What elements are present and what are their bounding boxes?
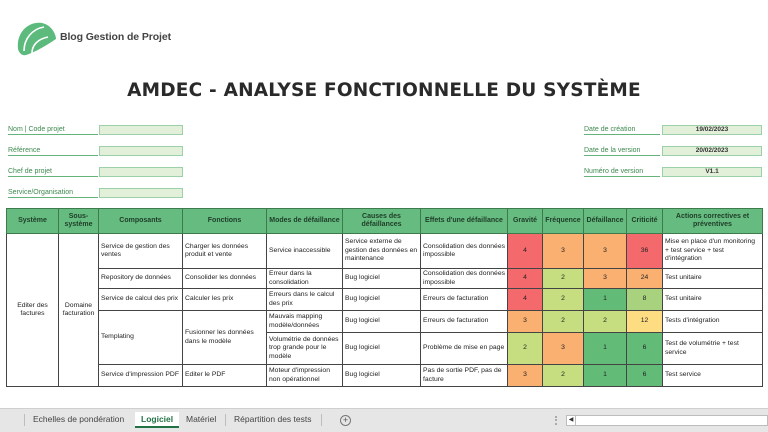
table-row (7, 311, 763, 333)
action-cell[interactable]: Tests d'intégration (663, 311, 763, 333)
header-actions[interactable]: Actions correctives et préventives (663, 209, 763, 234)
effet-cell[interactable]: Consolidation des données impossible (421, 234, 508, 269)
frequence-cell[interactable]: 3 (543, 333, 584, 365)
subsystem-cell[interactable]: Domaine facturation (59, 234, 99, 387)
action-cell[interactable]: Test unitaire (663, 289, 763, 311)
system-cell[interactable]: Editer des factures (7, 234, 59, 387)
composant-cell[interactable]: Templating (99, 311, 183, 365)
service-organisation-label: Service/Organisation (8, 188, 98, 198)
scroll-splitter-handle[interactable] (555, 416, 557, 425)
mode-cell[interactable]: Moteur d'impression non opérationnel (267, 365, 343, 387)
header-fonctions[interactable]: Fonctions (183, 209, 267, 234)
reference-field[interactable] (99, 146, 183, 156)
table-row (7, 365, 763, 387)
brand-name: Blog Gestion de Projet (60, 31, 171, 43)
table-header-row (7, 209, 763, 234)
version-date-label: Date de la version (584, 146, 660, 156)
table-row (7, 234, 763, 269)
header-sous-systeme[interactable]: Sous-système (59, 209, 99, 234)
mode-cell[interactable]: Service inaccessible (267, 234, 343, 269)
service-organisation-field[interactable] (99, 188, 183, 198)
effet-cell[interactable]: Erreurs de facturation (421, 289, 508, 311)
header-gravite[interactable]: Gravité (508, 209, 543, 234)
gravite-cell[interactable]: 3 (508, 311, 543, 333)
cause-cell[interactable]: Bug logiciel (343, 311, 421, 333)
tab-logiciel[interactable]: Logiciel (135, 412, 179, 428)
fonction-cell[interactable]: Calculer les prix (183, 289, 267, 311)
table-row (7, 289, 763, 311)
header-criticite[interactable]: Criticité (627, 209, 663, 234)
gravite-cell[interactable]: 4 (508, 289, 543, 311)
blog-logo-icon (14, 19, 58, 59)
table-row (7, 269, 763, 289)
frequence-cell[interactable]: 2 (543, 269, 584, 289)
cause-cell[interactable]: Service externe de gestion des données en maintenance (343, 234, 421, 269)
project-manager-label: Chef de projet (8, 167, 98, 177)
horizontal-scrollbar[interactable] (566, 415, 768, 426)
effet-cell[interactable]: Problème de mise en page (421, 333, 508, 365)
effet-cell[interactable]: Erreurs de facturation (421, 311, 508, 333)
action-cell[interactable]: Mise en place d'un monitoring + test service + test d'intégration (663, 234, 763, 269)
mode-cell[interactable]: Volumétrie de données trop grande pour le modèle (267, 333, 343, 365)
criticite-cell[interactable]: 24 (627, 269, 663, 289)
header-frequence[interactable]: Fréquence (543, 209, 584, 234)
frequence-cell[interactable]: 3 (543, 234, 584, 269)
fonction-cell[interactable]: Fusionner les données dans le modèle (183, 311, 267, 365)
gravite-cell[interactable]: 4 (508, 234, 543, 269)
mode-cell[interactable]: Mauvais mapping modèle/données (267, 311, 343, 333)
tab-repartition-des-tests[interactable]: Répartition des tests (234, 414, 312, 424)
scroll-left-arrow-icon[interactable]: ◀ (567, 416, 576, 425)
amdec-table (6, 208, 763, 387)
defaillance-cell[interactable]: 3 (584, 234, 627, 269)
tab-materiel[interactable]: Matériel (186, 414, 217, 424)
project-name-field[interactable] (99, 125, 183, 135)
header-causes[interactable]: Causes des défaillances (343, 209, 421, 234)
version-number-field[interactable]: V1.1 (662, 167, 762, 177)
creation-date-field[interactable]: 19/02/2023 (662, 125, 762, 135)
cause-cell[interactable]: Bug logiciel (343, 269, 421, 289)
mode-cell[interactable]: Erreurs dans le calcul des prix (267, 289, 343, 311)
tab-echelles-de-ponderation[interactable]: Echelles de pondération (33, 414, 125, 424)
reference-label: Référence (8, 146, 98, 156)
effet-cell[interactable]: Consolidation des données impossible (421, 269, 508, 289)
defaillance-cell[interactable]: 1 (584, 365, 627, 387)
header-modes[interactable]: Modes de défaillance (267, 209, 343, 234)
header-systeme[interactable]: Système (7, 209, 59, 234)
gravite-cell[interactable]: 3 (508, 365, 543, 387)
criticite-cell[interactable]: 36 (627, 234, 663, 269)
project-name-label: Nom | Code projet (8, 125, 98, 135)
cause-cell[interactable]: Bug logiciel (343, 333, 421, 365)
creation-date-label: Date de création (584, 125, 660, 135)
mode-cell[interactable]: Erreur dans la consolidation (267, 269, 343, 289)
frequence-cell[interactable]: 2 (543, 365, 584, 387)
fonction-cell[interactable]: Charger les données produit et vente (183, 234, 267, 269)
action-cell[interactable]: Test de volumétrie + test service (663, 333, 763, 365)
criticite-cell[interactable]: 6 (627, 333, 663, 365)
criticite-cell[interactable]: 6 (627, 365, 663, 387)
tab-separator (321, 414, 322, 426)
action-cell[interactable]: Test unitaire (663, 269, 763, 289)
defaillance-cell[interactable]: 1 (584, 289, 627, 311)
version-number-label: Numéro de version (584, 167, 660, 177)
action-cell[interactable]: Test service (663, 365, 763, 387)
gravite-cell[interactable]: 4 (508, 269, 543, 289)
tab-separator (225, 414, 226, 426)
defaillance-cell[interactable]: 3 (584, 269, 627, 289)
composant-cell[interactable]: Service de calcul des prix (99, 289, 183, 311)
criticite-cell[interactable]: 8 (627, 289, 663, 311)
defaillance-cell[interactable]: 2 (584, 311, 627, 333)
cause-cell[interactable]: Bug logiciel (343, 289, 421, 311)
header-composants[interactable]: Composants (99, 209, 183, 234)
frequence-cell[interactable]: 2 (543, 289, 584, 311)
criticite-cell[interactable]: 12 (627, 311, 663, 333)
page-title: AMDEC - ANALYSE FONCTIONNELLE DU SYSTÈME (127, 80, 641, 101)
plus-circle-icon[interactable]: + (340, 415, 351, 426)
gravite-cell[interactable]: 2 (508, 333, 543, 365)
composant-cell[interactable]: Service d'impression PDF (99, 365, 183, 387)
composant-cell[interactable]: Service de gestion des ventes (99, 234, 183, 269)
fonction-cell[interactable]: Consolider les données (183, 269, 267, 289)
composant-cell[interactable]: Repository de données (99, 269, 183, 289)
cause-cell[interactable]: Bug logiciel (343, 365, 421, 387)
project-manager-field[interactable] (99, 167, 183, 177)
sheet-tab-bar (0, 408, 768, 432)
defaillance-cell[interactable]: 1 (584, 333, 627, 365)
frequence-cell[interactable]: 2 (543, 311, 584, 333)
fonction-cell[interactable]: Editer le PDF (183, 365, 267, 387)
version-date-field[interactable]: 20/02/2023 (662, 146, 762, 156)
header-defaillance[interactable]: Défaillance (584, 209, 627, 234)
header-effets[interactable]: Effets d'une défaillance (421, 209, 508, 234)
tab-separator (24, 414, 25, 426)
effet-cell[interactable]: Pas de sortie PDF, pas de facture (421, 365, 508, 387)
